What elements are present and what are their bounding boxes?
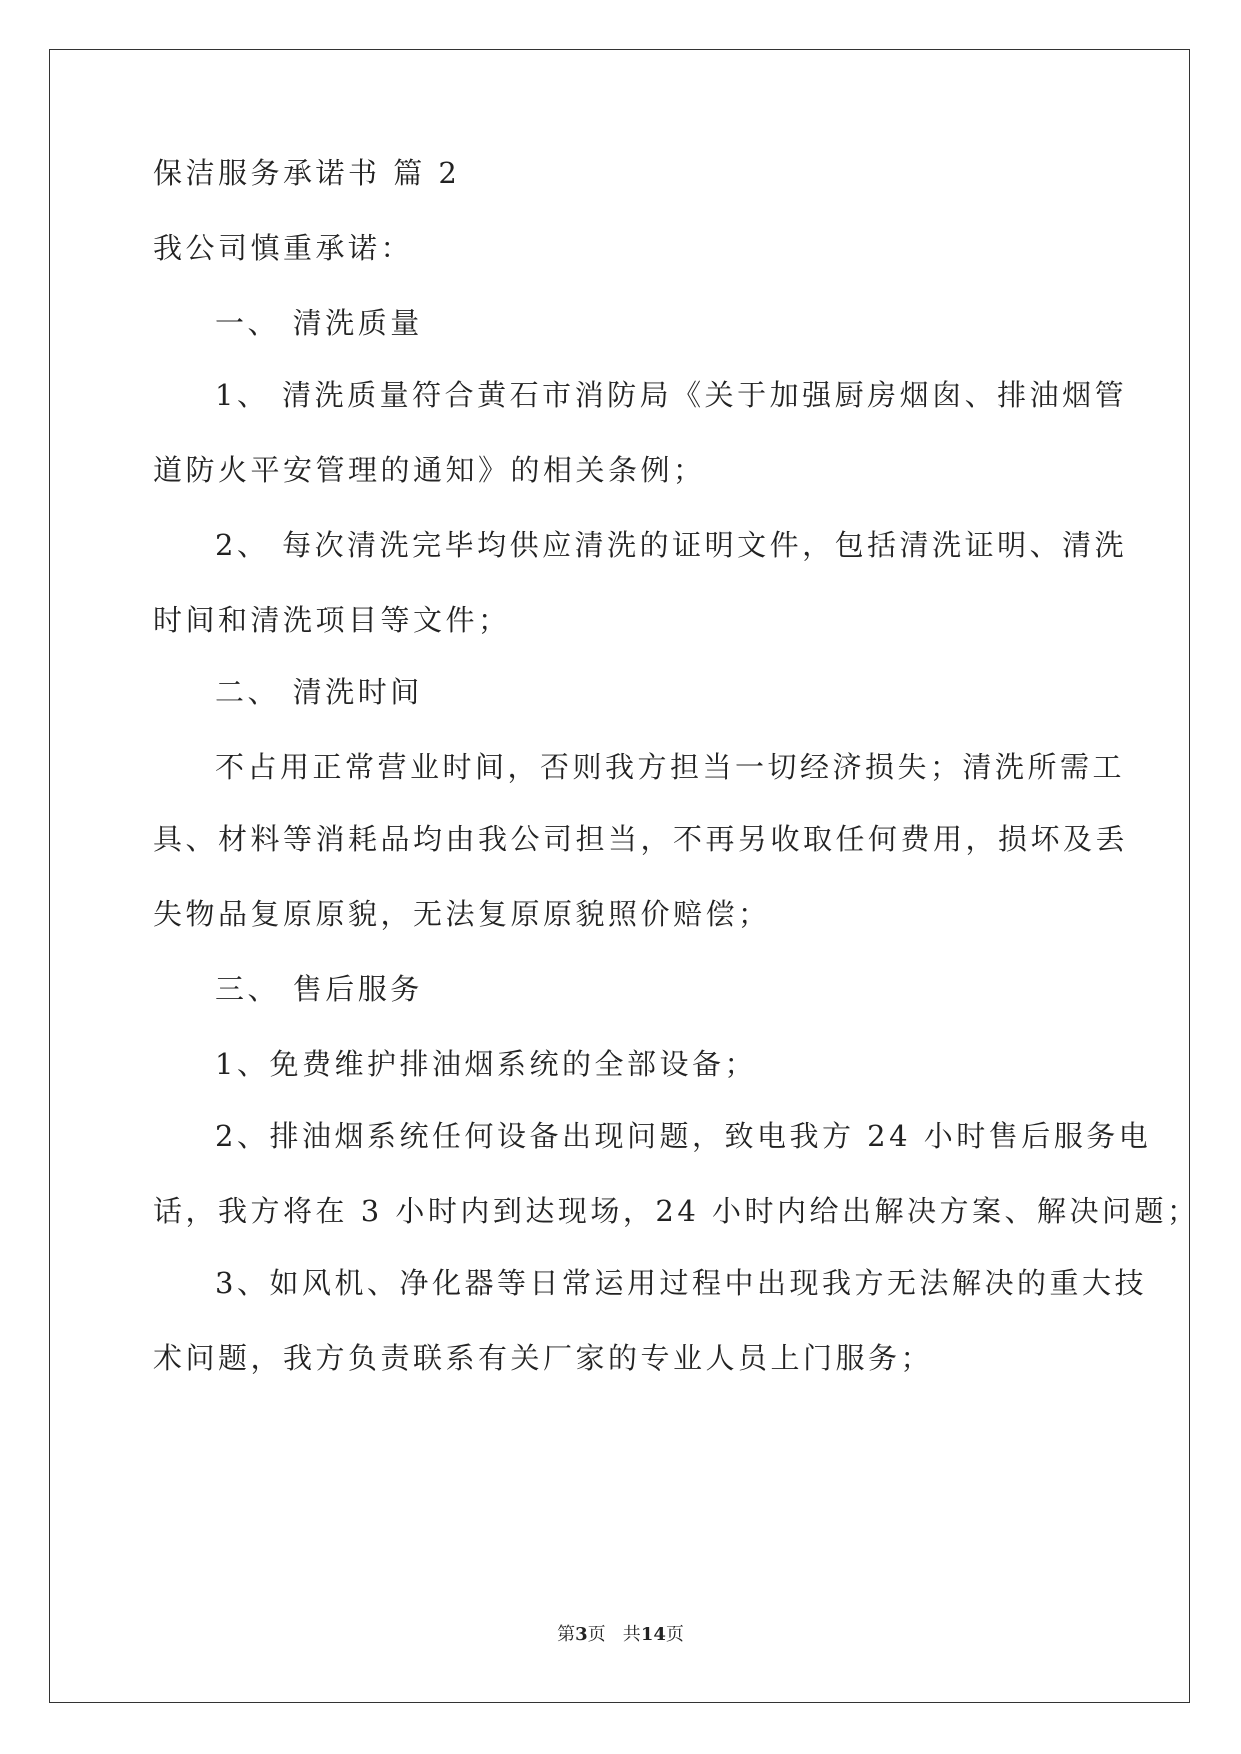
text-line: 时间和清洗项目等文件； xyxy=(153,603,511,637)
text-line: 术问题，我方负责联系有关厂家的专业人员上门服务； xyxy=(153,1341,934,1375)
text-line: 2、 每次清洗完毕均供应清洗的证明文件，包括清洗证明、清洗 xyxy=(215,528,1128,562)
text-line: 1、 清洗质量符合黄石市消防局《关于加强厨房烟囱、排油烟管 xyxy=(215,378,1128,412)
text-line: 话，我方将在 3 小时内到达现场，24 小时内给出解决方案、解决问题； xyxy=(153,1194,1200,1228)
text-line: 失物品复原原貌，无法复原原貌照价赔偿； xyxy=(153,897,771,931)
document-title: 保洁服务承诺书 篇 2 xyxy=(153,156,461,190)
text-line: 3、如风机、净化器等日常运用过程中出现我方无法解决的重大技 xyxy=(215,1266,1147,1300)
text-line: 具、材料等消耗品均由我公司担当，不再另收取任何费用，损坏及丢 xyxy=(153,822,1129,856)
text-line: 不占用正常营业时间，否则我方担当一切经济损失；清洗所需工 xyxy=(215,750,1126,784)
text-line: 1、免费维护排油烟系统的全部设备； xyxy=(215,1047,757,1081)
footer-page-number: 3 xyxy=(575,1624,588,1645)
footer-middle: 页 共 xyxy=(587,1624,641,1645)
section-heading: 三、 售后服务 xyxy=(215,972,423,1006)
footer-prefix: 第 xyxy=(557,1624,576,1645)
section-heading: 一、 清洗质量 xyxy=(215,306,423,340)
footer-suffix: 页 xyxy=(665,1624,684,1645)
page-border xyxy=(49,49,1190,1703)
footer-total-pages: 14 xyxy=(640,1624,666,1645)
text-line: 道防火平安管理的通知》的相关条例； xyxy=(153,453,706,487)
text-line: 2、排油烟系统任何设备出现问题，致电我方 24 小时售后服务电 xyxy=(215,1119,1152,1153)
page-footer xyxy=(0,1623,1241,1647)
text-line: 我公司慎重承诺： xyxy=(153,231,414,265)
section-heading: 二、 清洗时间 xyxy=(215,675,423,709)
